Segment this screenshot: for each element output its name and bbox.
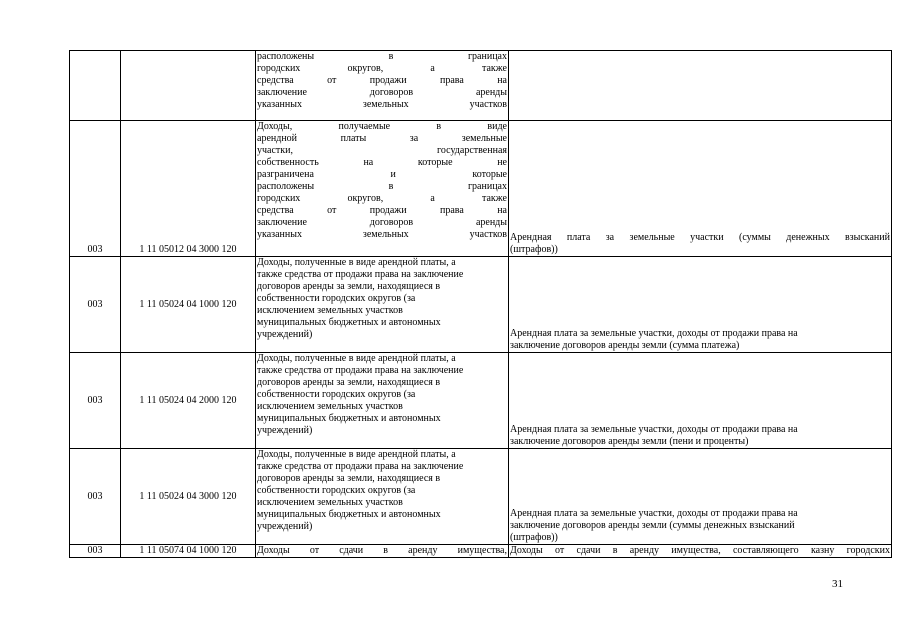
table-row <box>70 353 892 449</box>
note-cell <box>509 353 892 449</box>
table-row <box>70 257 892 353</box>
income-name-cell <box>256 51 509 121</box>
revenue-classification-table <box>69 50 892 558</box>
kbk-code-cell: 1 11 05024 04 3000 120 <box>121 449 256 545</box>
note-cell <box>509 51 892 121</box>
income-name-cell <box>256 449 509 545</box>
note-cell <box>509 257 892 353</box>
admin-code-cell: 003 <box>70 353 121 449</box>
note-text: Арендная плата за земельные участки, доходы от продажи права на заключение договоров аренды земли (суммы денежных взысканий (штрафов)) <box>510 508 798 543</box>
page-number: 31 <box>832 578 843 590</box>
kbk-code-cell <box>121 51 256 121</box>
income-name-cell <box>256 257 509 353</box>
kbk-code-cell: 1 11 05024 04 1000 120 <box>121 257 256 353</box>
income-name-text: Доходы, полученные в виде арендной платы, а также средства от продажи права на заключение договоров аренды за земли, находящиеся в собственности городских округов (за исключением земельных участков муниципальных бюджетных и автономных учреждений) <box>257 257 464 340</box>
table-row <box>70 51 892 121</box>
admin-code-cell: 003 <box>70 545 121 558</box>
table-row <box>70 121 892 257</box>
income-name-cell: Доходы от сдачи в аренду имущества, <box>257 545 507 556</box>
admin-code-cell: 003 <box>70 449 121 545</box>
income-name-text: Доходы, полученные в виде арендной платы, а также средства от продажи права на заключение договоров аренды за земли, находящиеся в собственности городских округов (за исключением земельных участков муниципальных бюджетных и автономных учреждений) <box>257 353 464 436</box>
note-text: Арендная плата за земельные участки (суммы денежных взысканий (штрафов)) <box>510 232 890 255</box>
kbk-code-cell: 1 11 05012 04 3000 120 <box>121 121 256 257</box>
income-name-text: расположены в границах городских округов, а также средства от продажи права на заключение договоров аренды указанных земельных участков <box>257 51 507 110</box>
table-row <box>70 545 892 558</box>
note-cell <box>509 121 892 257</box>
income-name-cell <box>256 121 509 257</box>
kbk-code-cell: 1 11 05024 04 2000 120 <box>121 353 256 449</box>
income-name-cell <box>256 353 509 449</box>
note-text: Арендная плата за земельные участки, доходы от продажи права на заключение договоров аренды земли (сумма платежа) <box>510 328 798 351</box>
income-name-text: Доходы, получаемые в виде арендной платы за земельные участки, государственная собственность на которые не разграничена и которые расположены в границах городских округов, а также средства от продажи права на заключение договоров аренды указанных земельных участков <box>257 121 507 240</box>
table-row <box>70 449 892 545</box>
kbk-code-cell: 1 11 05074 04 1000 120 <box>121 545 256 558</box>
admin-code-cell: 003 <box>70 121 121 257</box>
note-text: Арендная плата за земельные участки, доходы от продажи права на заключение договоров аренды земли (пени и проценты) <box>510 424 798 447</box>
note-cell: Доходы от сдачи в аренду имущества, составляющего казну городских <box>510 545 890 556</box>
note-cell <box>509 449 892 545</box>
admin-code-cell: 003 <box>70 257 121 353</box>
admin-code-cell <box>70 51 121 121</box>
income-name-text: Доходы, полученные в виде арендной платы, а также средства от продажи права на заключение договоров аренды за земли, находящиеся в собственности городских округов (за исключением земельных участков муниципальных бюджетных и автономных учреждений) <box>257 449 464 532</box>
